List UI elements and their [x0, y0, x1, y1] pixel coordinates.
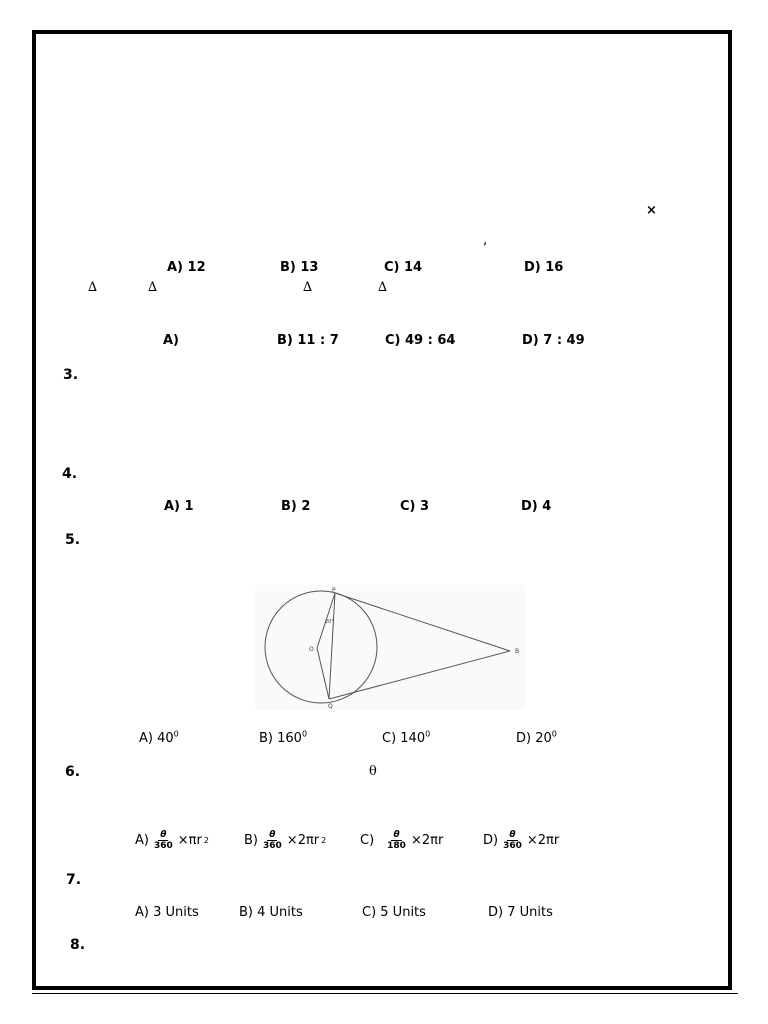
delta-symbol: ∆ — [148, 280, 158, 295]
q5-option-d: D) $20^0$ — [516, 729, 557, 746]
fraction: $\frac{\theta}{180}$ — [387, 830, 406, 851]
question-number-8: 8. — [70, 937, 86, 953]
q4-option-d: D) 4 — [521, 499, 552, 514]
fraction: $\frac{\theta}{360}$ — [503, 830, 522, 851]
question-number-7: 7. — [66, 872, 82, 888]
tangent-circle-diagram — [255, 585, 525, 710]
q5-option-c: C) $140^0$ — [382, 729, 431, 746]
q2-option-c: C) 49 : 64 — [385, 333, 456, 348]
q5-option-a: A) $40^0$ — [139, 729, 179, 746]
q1-option-c: C) 14 — [384, 260, 423, 275]
q6-option-c: C) $\frac{\theta}{180}$ ×2πr — [360, 830, 444, 851]
q4-option-a: A) 1 — [164, 499, 194, 514]
label-q: Q — [328, 703, 333, 710]
q2-option-b: B) 11 : 7 — [277, 333, 339, 348]
q2-option-d: D) 7 : 49 — [522, 333, 585, 348]
q7-option-d: D) 7 Units — [488, 905, 553, 920]
q1-option-b: B) 13 — [280, 260, 319, 275]
question-number-3: 3. — [63, 367, 79, 383]
page-border-bottom — [32, 993, 738, 994]
delta-symbol: ∆ — [378, 280, 388, 295]
question-number-4: 4. — [62, 466, 78, 482]
q4-option-b: B) 2 — [281, 499, 311, 514]
delta-symbol: ∆ — [88, 280, 98, 295]
delta-symbol: ∆ — [303, 280, 313, 295]
q1-option-a: A) 12 — [167, 260, 206, 275]
q1-option-d: D) 16 — [524, 260, 564, 275]
q6-option-b: B) $\frac{\theta}{360}$ ×2πr 2 — [244, 830, 327, 851]
label-angle: 20° — [325, 619, 334, 625]
q7-option-c: C) 5 Units — [362, 905, 426, 920]
q7-option-a: A) 3 Units — [135, 905, 199, 920]
q4-option-c: C) 3 — [400, 499, 430, 514]
question-number-6: 6. — [65, 764, 81, 780]
label-b: B — [515, 648, 520, 655]
fraction: $\frac{\theta}{360}$ — [263, 830, 282, 851]
fraction: $\frac{\theta}{360}$ — [153, 830, 173, 851]
q6-option-a: A) $\frac{\theta}{360}$ ×πr 2 — [135, 830, 209, 851]
q7-option-b: B) 4 Units — [239, 905, 303, 920]
times-mark: × — [646, 203, 657, 218]
comma-mark: , — [483, 233, 488, 248]
q6-option-d: D) $\frac{\theta}{360}$ ×2πr — [483, 830, 560, 851]
q5-option-b: B) $160^0$ — [259, 729, 308, 746]
figure-background — [255, 585, 525, 710]
question-number-5: 5. — [65, 532, 81, 548]
q2-option-a: A) — [163, 333, 180, 348]
label-o: O — [309, 646, 314, 653]
label-p: P — [332, 587, 336, 594]
theta-symbol: θ — [369, 764, 377, 779]
